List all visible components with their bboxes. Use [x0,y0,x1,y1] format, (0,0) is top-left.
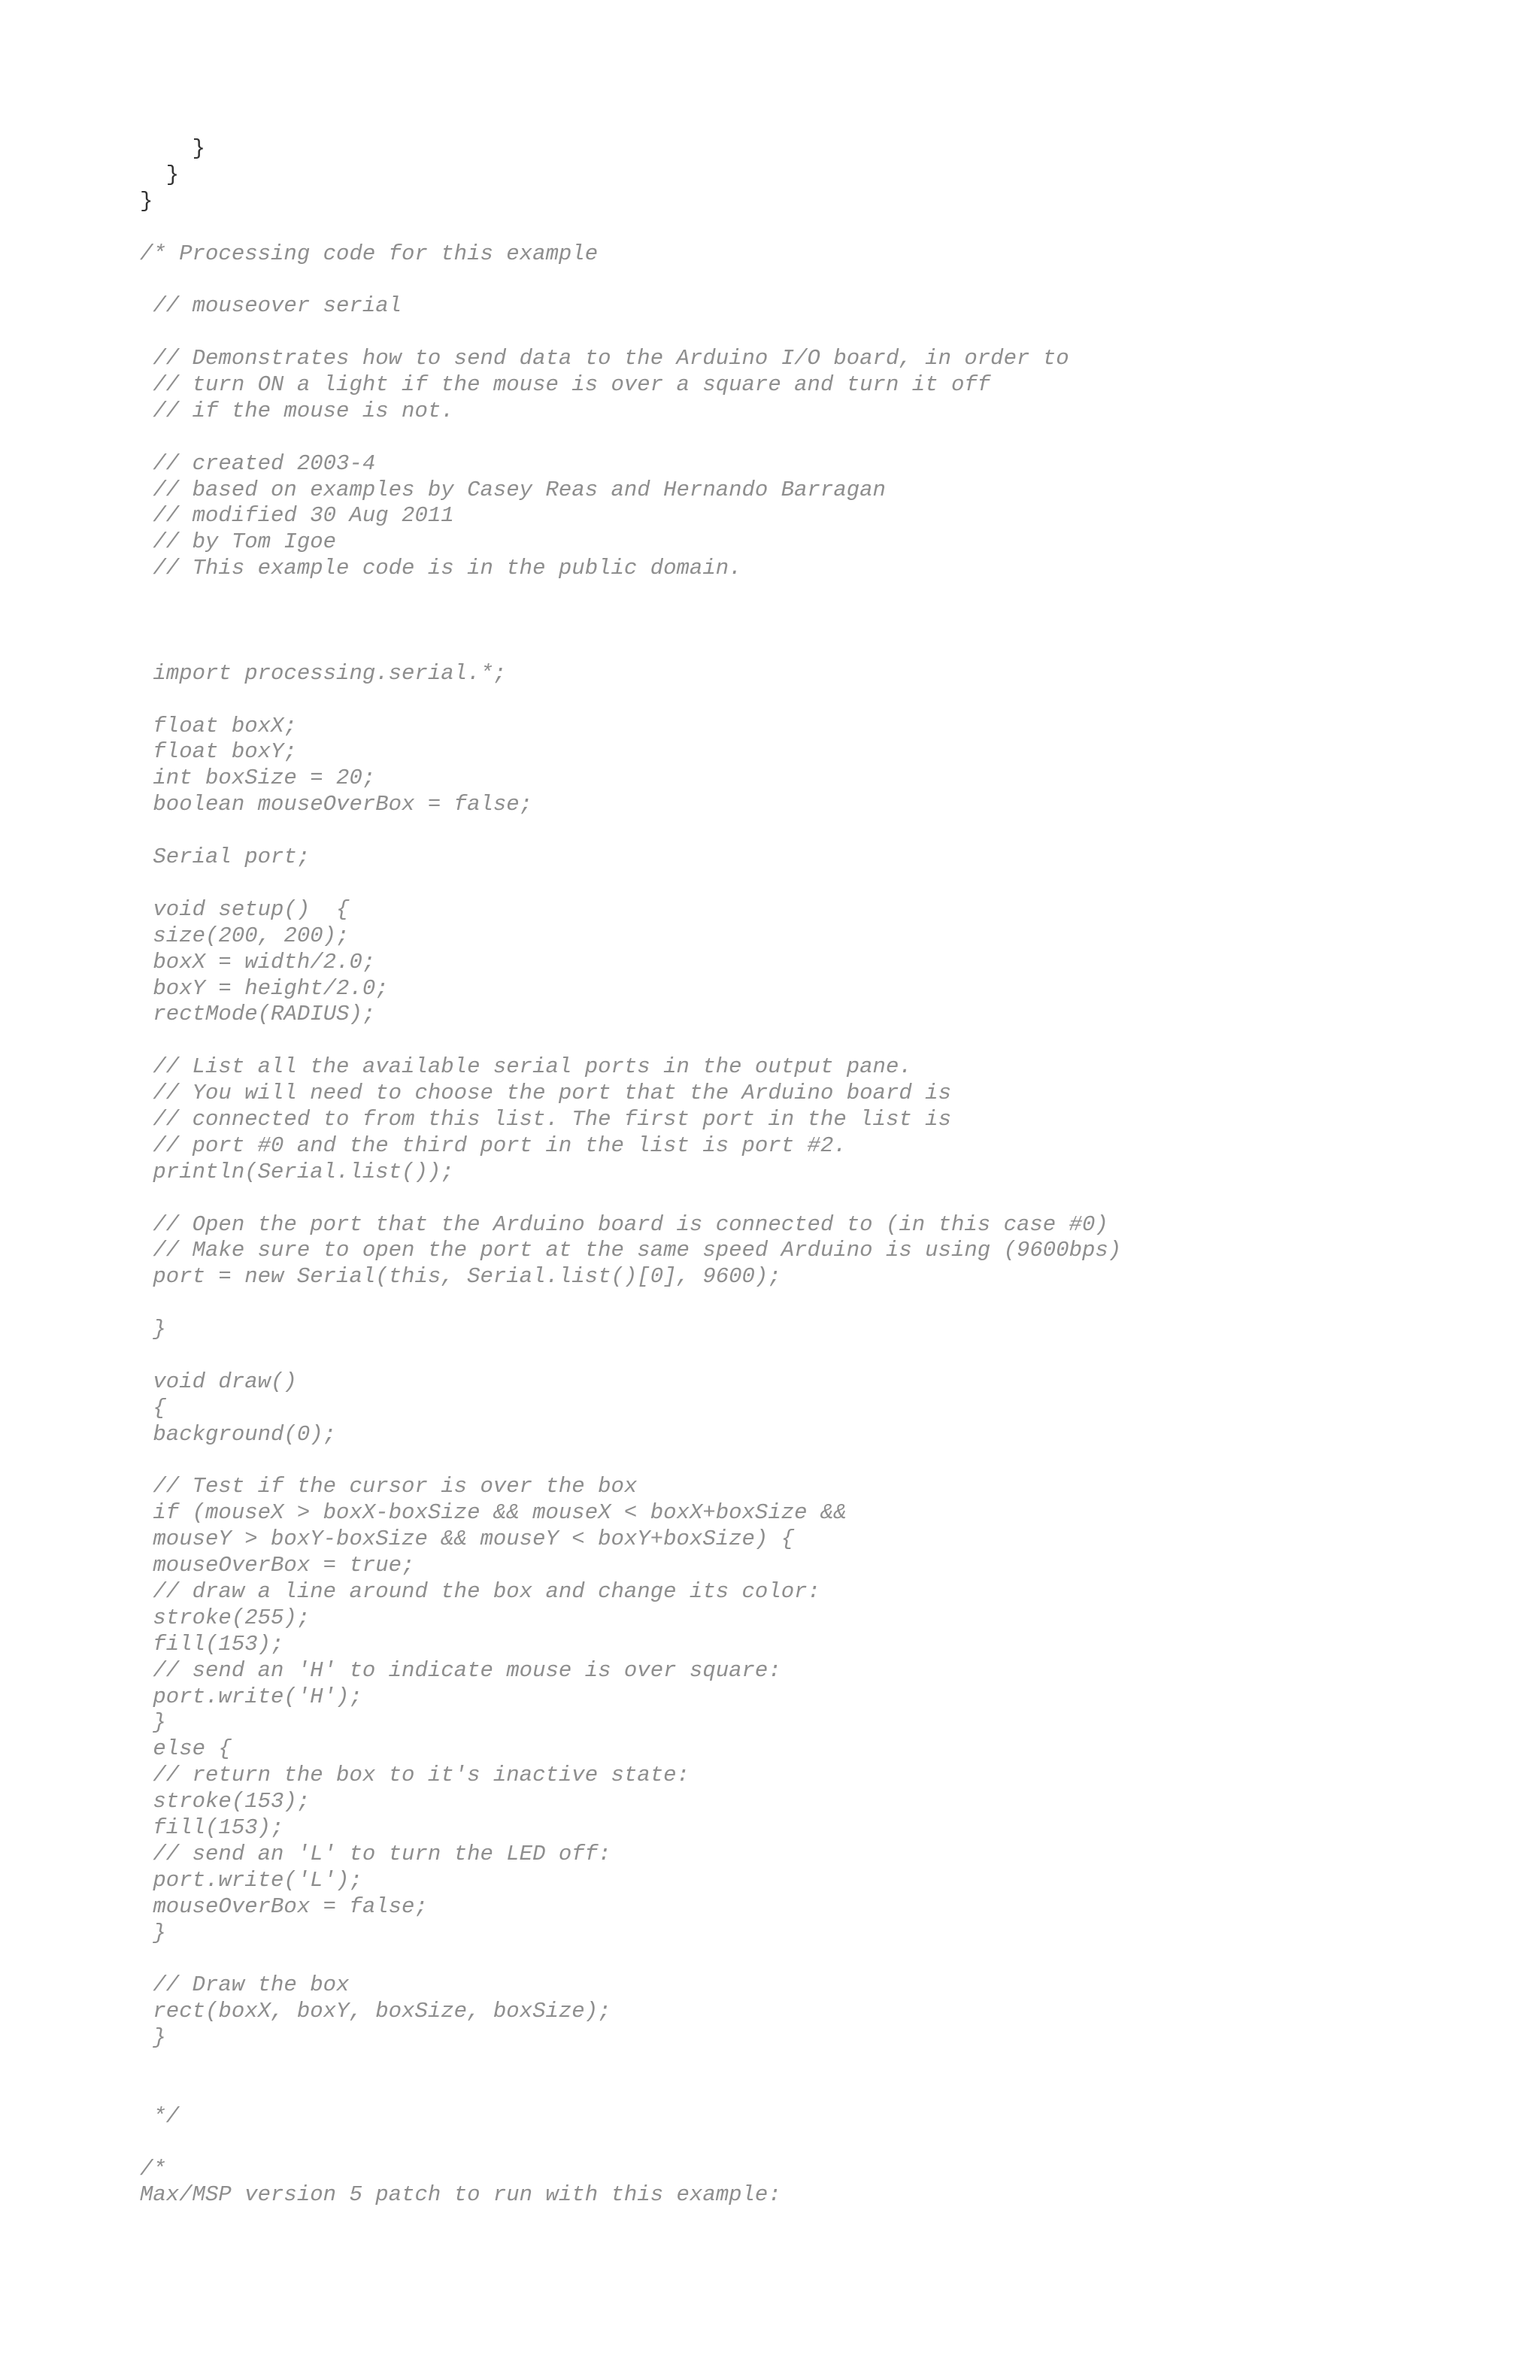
code-line: */ [140,2103,180,2129]
code-line [140,1448,1121,1475]
code-line: import processing.serial.*; [140,660,507,686]
code-line: /* [140,2156,166,2181]
code-line: size(200, 200); [140,923,350,948]
code-line [140,2051,1121,2078]
code-line [140,267,1121,293]
code-line: /* Processing code for this example [140,241,599,266]
code-line: // port #0 and the third port in the list is port #2. [140,1132,847,1158]
code-line: mouseOverBox = false; [140,1893,428,1919]
code-line: port.write('H'); [140,1684,362,1709]
code-line: // Draw the box [140,1972,350,1998]
code-line [140,818,1121,844]
code-line: void draw() [140,1369,297,1394]
code-line: // created 2003-4 [140,450,376,476]
code-line: boxY = height/2.0; [140,975,389,1001]
code-line: // modified 30 Aug 2011 [140,503,454,529]
code-line: } [140,1920,166,1945]
code-line: // return the box to it's inactive state: [140,1763,690,1788]
code-line: port = new Serial(this, Serial.list()[0], 9600); [140,1264,781,1290]
code-line: // Open the port that the Arduino board is connected to (in this case #0) [140,1211,1108,1237]
code-line: // turn ON a light if the mouse is over a square and turn it off [140,372,991,398]
code-line: { [140,1395,166,1420]
code-line: float boxX; [140,713,297,738]
code-line [140,425,1121,451]
code-line [140,320,1121,346]
code-line [140,1186,1121,1212]
code-line: } [140,1317,166,1342]
code-line: Max/MSP version 5 patch to run with this example: [140,2182,781,2208]
code-line [140,2078,1121,2104]
code-line: rectMode(RADIUS); [140,1002,376,1027]
code-line [140,608,1121,635]
code-line [140,1343,1121,1369]
code-line: Serial port; [140,844,311,870]
code-line: } [140,2025,166,2051]
code-line: stroke(255); [140,1605,311,1630]
code-line: background(0); [140,1421,337,1447]
code-line: } [140,1710,166,1736]
code-line [140,871,1121,897]
code-line [140,215,1121,241]
code-line: } [140,136,206,161]
code-line: // based on examples by Casey Reas and Hernando Barragan [140,477,886,502]
code-line: boxX = width/2.0; [140,949,376,975]
code-line: mouseOverBox = true; [140,1553,415,1578]
code-line: // You will need to choose the port that the Arduino board is [140,1081,951,1106]
code-line: fill(153); [140,1631,284,1657]
code-line: // by Tom Igoe [140,529,337,555]
code-line: if (mouseX > boxX-boxSize && mouseX < boxX+boxSize && [140,1500,847,1526]
code-line [140,635,1121,661]
code-line: println(Serial.list()); [140,1159,454,1184]
code-line: // mouseover serial [140,293,402,319]
code-line [140,1946,1121,1972]
code-listing [140,136,1121,2209]
code-line: // send an 'H' to indicate mouse is over square: [140,1657,781,1683]
code-line [140,1290,1121,1317]
code-line: rect(boxX, boxY, boxSize, boxSize); [140,1999,611,2024]
code-line: boolean mouseOverBox = false; [140,792,533,817]
code-line: port.write('L'); [140,1867,362,1893]
code-line [140,582,1121,608]
code-line: // send an 'L' to turn the LED off: [140,1841,611,1866]
code-line: mouseY > boxY-boxSize && mouseY < boxY+boxSize) { [140,1527,795,1552]
code-line [140,1028,1121,1054]
code-line: // Make sure to open the port at the same speed Arduino is using (9600bps) [140,1238,1122,1263]
code-line [140,2130,1121,2157]
code-line: // List all the available serial ports in the output pane. [140,1054,912,1080]
code-line: // draw a line around the box and change its color: [140,1578,820,1604]
code-line: } [140,162,180,187]
code-line: // if the mouse is not. [140,398,454,423]
code-line: // connected to from this list. The first port in the list is [140,1106,951,1132]
code-line: float boxY; [140,739,297,765]
code-line: // Demonstrates how to send data to the Arduino I/O board, in order to [140,346,1069,371]
code-line: // This example code is in the public domain. [140,556,742,581]
code-line: // Test if the cursor is over the box [140,1474,638,1499]
code-line: fill(153); [140,1815,284,1840]
code-line [140,687,1121,714]
code-line: void setup() { [140,896,350,922]
code-line: stroke(153); [140,1789,311,1815]
code-line: int boxSize = 20; [140,766,376,791]
code-line: else { [140,1736,232,1762]
code-line: } [140,188,153,214]
